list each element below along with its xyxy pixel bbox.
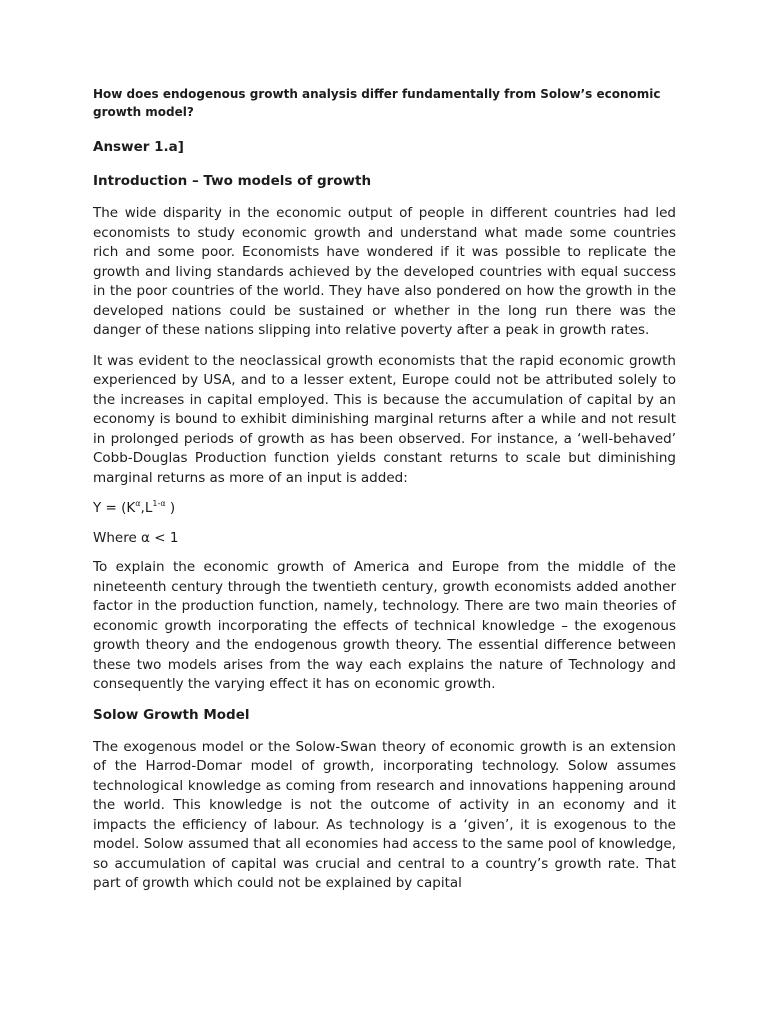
formula-k-exponent: α	[135, 499, 141, 508]
question-text: How does endogenous growth analysis differ fundamentally from Solow’s economic growth model?	[93, 87, 661, 119]
formula-prefix: Y = (K	[93, 500, 136, 516]
paragraph-solow: The exogenous model or the Solow-Swan theory of economic growth is an extension of the Harrod-Domar model of growth, incorporating technology. Solow assumes technological knowledge as coming from research and innovations happening around the world. This knowledge is not the outcome of activity in an economy and it impacts the efficiency of labour. As technology is a ‘given’, it is exogenous to the model. Solow assumed that all economies had access to the same pool of knowledge, so accumulation of capital was crucial and central to a country’s growth rate. That part of growth which could not be explained by capital	[93, 738, 676, 891]
where-condition: Where α < 1	[93, 529, 179, 546]
paragraph-disparity: The wide disparity in the economic output of people in different countries had led economists to study economic growth and understand what made some countries rich and some poor. Economists have wondered if it was possible to replicate the growth and living standards achieved by the developed countries with equal success in the poor countries of the world. They have also pondered on how the growth in the developed nations could be sustained or whether in the long run there was the danger of these nations slipping into relative poverty after a peak in growth rates.	[93, 205, 676, 338]
cobb-douglas-formula	[93, 499, 676, 519]
document-body	[93, 85, 676, 905]
formula-l-exponent: 1-α	[152, 499, 166, 508]
paragraph-neoclassical: It was evident to the neoclassical growth economists that the rapid economic growth experienced by USA, and to a lesser extent, Europe could not be attributed solely to the increases in capital employed. This is because the accumulation of capital by an economy is bound to exhibit diminishing marginal returns after a while and not result in prolonged periods of growth as has been observed. For instance, a ‘well-behaved’ Cobb-Douglas Production function yields constant returns to scale but diminishing marginal returns as more of an input is added:	[93, 352, 676, 486]
solow-heading: Solow Growth Model	[93, 706, 250, 723]
answer-heading: Answer 1.a]	[93, 139, 184, 155]
introduction-heading: Introduction – Two models of growth	[93, 173, 372, 189]
formula-middle: ,L	[140, 500, 153, 516]
formula-suffix: )	[165, 500, 176, 516]
paragraph-technology: To explain the economic growth of America and Europe from the middle of the nineteenth century through the twentieth century, growth economists added another factor in the production function, namely, technology. There are two main theories of economic growth incorporating the effects of technical knowledge – the exogenous growth theory and the endogenous growth theory. The essential difference between these two models arises from the way each explains the nature of Technology and consequently the varying effect it has on economic growth.	[93, 559, 676, 692]
